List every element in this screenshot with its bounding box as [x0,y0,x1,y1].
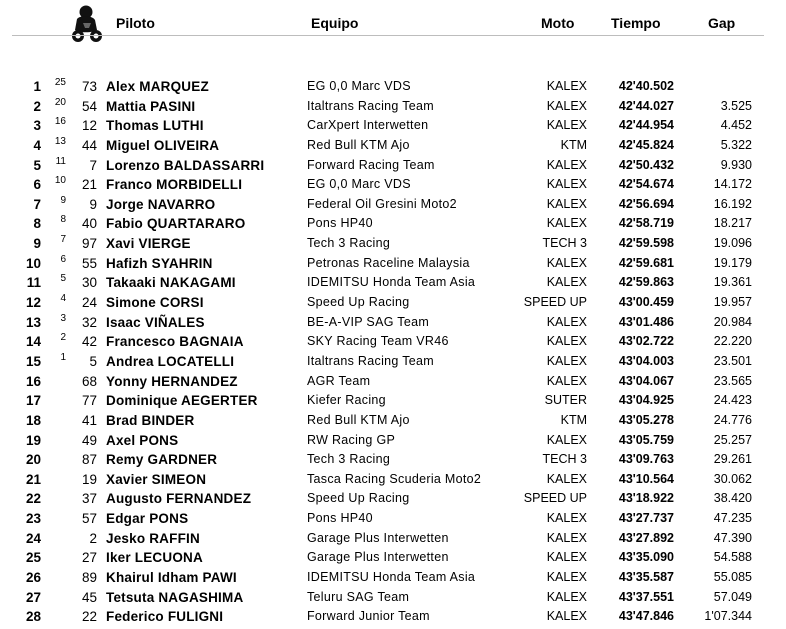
position-cell: 8 [33,216,41,232]
race-time-cell: 42'45.824 [618,137,674,152]
rider-name-cell: Isaac VIÑALES [106,314,205,330]
bike-cell: TECH 3 [542,452,587,467]
table-row [0,411,786,431]
rider-number-cell: 73 [81,79,97,94]
rider-number-cell: 32 [81,314,97,330]
team-cell: IDEMITSU Honda Team Asia [307,570,476,585]
bike-cell: KALEX [546,79,587,93]
race-time-cell: 43'04.925 [618,393,674,408]
team-cell: Garage Plus Interwetten [307,530,449,545]
bike-cell: KALEX [546,353,587,368]
team-cell: IDEMITSU Honda Team Asia [307,275,476,290]
rider-number-cell: 89 [81,570,97,586]
position-cell: 20 [25,452,41,468]
team-cell: Teluru SAG Team [307,589,410,604]
gap-cell: 14.172 [713,177,752,192]
position-cell: 9 [33,236,41,252]
rider-name-cell: Thomas LUTHI [106,118,204,134]
position-cell: 24 [25,530,41,546]
bike-cell: KALEX [546,334,587,349]
race-time-cell: 43'47.846 [618,609,674,624]
table-header [0,0,786,44]
position-cell: 12 [25,295,41,311]
column-header-time: Tiempo [611,15,661,31]
points-cell: 4 [60,293,66,305]
team-cell: Tech 3 Racing [307,452,391,467]
gap-cell: 9.930 [720,157,752,172]
rider-number-cell: 77 [81,393,97,409]
rider-number-cell: 12 [81,118,97,134]
bike-cell: SPEED UP [523,295,587,310]
points-cell: 11 [55,155,66,167]
race-time-cell: 43'05.759 [618,432,674,447]
bike-cell: KALEX [546,157,587,172]
points-cell: 25 [54,77,66,88]
race-time-cell: 43'09.763 [618,452,674,467]
table-row [0,470,786,490]
gap-cell: 19.957 [713,295,752,310]
points-cell: 10 [54,175,66,187]
bike-cell: KALEX [546,314,587,329]
gap-cell: 29.261 [713,452,752,467]
position-cell: 13 [25,314,41,330]
rider-name-cell: Mattia PASINI [106,98,196,114]
rider-name-cell: Edgar PONS [106,511,189,527]
team-cell: Garage Plus Interwetten [307,550,449,565]
race-time-cell: 43'27.892 [618,530,674,545]
rider-number-cell: 40 [81,216,97,232]
race-time-cell: 43'35.090 [618,550,674,565]
gap-cell: 19.361 [713,275,752,290]
gap-cell: 4.452 [720,118,752,133]
team-cell: Speed Up Racing [307,295,410,310]
position-cell: 26 [25,570,41,586]
position-cell: 22 [25,491,41,507]
race-time-cell: 42'59.863 [618,275,674,290]
column-header-bike: Moto [541,15,575,31]
gap-cell: 54.588 [713,550,752,565]
race-time-cell: 43'05.278 [618,412,674,427]
points-cell: 20 [54,96,66,108]
rider-number-cell: 41 [81,412,97,428]
race-time-cell: 42'54.674 [618,177,674,192]
race-time-cell: 43'10.564 [618,471,674,486]
bike-cell: KALEX [546,471,587,486]
rider-name-cell: Dominique AEGERTER [106,393,258,409]
table-row [0,97,786,117]
team-cell: SKY Racing Team VR46 [307,334,449,349]
header-divider [12,35,764,36]
gap-cell: 22.220 [713,334,752,349]
team-cell: EG 0,0 Marc VDS [307,79,411,93]
team-cell: Speed Up Racing [307,491,410,506]
bike-cell: KALEX [546,216,587,231]
position-cell: 4 [33,137,41,153]
table-row [0,548,786,568]
team-cell: Tasca Racing Scuderia Moto2 [307,471,482,486]
gap-cell: 38.420 [713,491,752,506]
race-time-cell: 42'44.027 [618,98,674,113]
race-time-cell: 42'59.598 [618,236,674,251]
rider-number-cell: 30 [81,275,97,291]
rider-name-cell: Augusto FERNANDEZ [106,491,252,507]
table-row [0,332,786,352]
race-time-cell: 42'59.681 [618,255,674,270]
rider-number-cell: 44 [81,137,97,153]
bike-cell: KALEX [546,118,587,133]
table-row [0,529,786,549]
race-time-cell: 42'56.694 [618,196,674,211]
rider-number-cell: 54 [81,98,97,114]
table-row [0,431,786,451]
team-cell: Pons HP40 [307,511,373,526]
gap-cell: 19.096 [713,236,752,251]
team-cell: Federal Oil Gresini Moto2 [307,196,457,211]
table-row [0,509,786,529]
table-row [0,116,786,136]
bike-cell: KALEX [546,432,587,447]
rider-number-cell: 87 [81,452,97,468]
rider-name-cell: Xavier SIMEON [106,471,207,487]
rider-number-cell: 22 [81,609,97,625]
bike-cell: KTM [560,137,587,152]
team-cell: Forward Racing Team [307,157,435,172]
team-cell: Red Bull KTM Ajo [307,412,410,427]
bike-cell: KALEX [546,530,587,545]
rider-name-cell: Takaaki NAKAGAMI [106,275,236,291]
table-row [0,156,786,176]
bike-cell: KALEX [546,98,587,113]
table-row [0,568,786,588]
position-cell: 3 [33,118,41,134]
rider-number-cell: 55 [81,255,97,271]
race-time-cell: 43'04.067 [618,373,674,388]
bike-cell: KALEX [546,511,587,526]
table-row [0,391,786,411]
column-header-rider: Piloto [116,15,155,31]
rider-name-cell: Remy GARDNER [106,452,218,468]
position-cell: 6 [33,177,41,193]
race-time-cell: 43'27.737 [618,511,674,526]
table-row [0,234,786,254]
bike-cell: KALEX [546,373,587,388]
race-time-cell: 43'37.551 [618,589,674,604]
bike-cell: KALEX [546,177,587,192]
rider-name-cell: Yonny HERNANDEZ [106,373,238,389]
table-row [0,136,786,156]
rider-name-cell: Lorenzo BALDASSARRI [106,157,265,173]
gap-cell: 19.179 [713,255,752,270]
rider-number-cell: 9 [89,196,97,212]
gap-cell: 18.217 [713,216,752,231]
rider-name-cell: Iker LECUONA [106,550,203,566]
table-row [0,607,786,627]
bike-cell: SUTER [544,393,587,408]
points-cell: 5 [60,273,66,285]
rider-name-cell: Franco MORBIDELLI [106,177,243,193]
gap-cell: 47.390 [713,530,752,545]
rider-number-cell: 19 [81,471,97,487]
table-row [0,273,786,293]
team-cell: Pons HP40 [307,216,373,231]
bike-cell: KALEX [546,196,587,211]
position-cell: 27 [25,589,41,605]
team-cell: BE-A-VIP SAG Team [307,314,430,329]
rider-number-cell: 7 [89,157,97,173]
team-cell: Italtrans Racing Team [307,353,434,368]
race-time-cell: 43'18.922 [618,491,674,506]
points-cell: 9 [60,194,66,206]
rider-number-cell: 2 [89,530,97,546]
gap-cell: 20.984 [713,314,752,329]
race-time-cell: 42'50.432 [618,157,674,172]
rider-name-cell: Brad BINDER [106,412,195,428]
rider-number-cell: 97 [81,236,97,252]
rider-number-cell: 5 [89,353,97,369]
table-row [0,195,786,215]
table-row [0,77,786,97]
bike-cell: SPEED UP [523,491,587,506]
rider-name-cell: Alex MARQUEZ [106,79,209,94]
rider-number-cell: 21 [81,177,97,193]
bike-cell: TECH 3 [542,236,587,251]
rider-number-cell: 27 [81,550,97,566]
rider-name-cell: Jorge NAVARRO [106,196,216,212]
rider-number-cell: 45 [81,589,97,605]
bike-cell: KALEX [546,255,587,270]
team-cell: Red Bull KTM Ajo [307,137,410,152]
rider-name-cell: Axel PONS [106,432,179,448]
bike-cell: KALEX [546,589,587,604]
points-cell: 6 [60,253,66,265]
points-cell: 8 [60,214,66,226]
column-header-team: Equipo [311,15,359,31]
points-cell: 13 [54,135,66,147]
race-time-cell: 42'44.954 [618,118,674,133]
position-cell: 2 [33,98,41,114]
team-cell: Kiefer Racing [307,393,386,408]
position-cell: 10 [25,255,41,271]
points-cell: 1 [60,351,66,363]
gap-cell: 24.423 [713,393,752,408]
rider-name-cell: Francesco BAGNAIA [106,334,244,350]
table-row [0,372,786,392]
gap-cell: 3.525 [720,98,752,113]
motorcycle-rider-icon [66,3,106,43]
points-cell: 3 [60,312,66,324]
position-cell: 15 [25,353,41,369]
table-row [0,175,786,195]
gap-cell: 57.049 [713,589,752,604]
rider-number-cell: 57 [81,511,97,527]
position-cell: 16 [25,373,41,389]
position-cell: 21 [25,471,41,487]
team-cell: Forward Junior Team [307,609,430,624]
rider-number-cell: 37 [81,491,97,507]
results-table [0,77,786,627]
table-row [0,588,786,608]
bike-cell: KALEX [546,609,587,624]
position-cell: 19 [25,432,41,448]
gap-cell: 16.192 [713,196,752,211]
team-cell: CarXpert Interwetten [307,118,429,133]
position-cell: 17 [25,393,41,409]
rider-name-cell: Xavi VIERGE [106,236,191,252]
bike-cell: KALEX [546,550,587,565]
table-row [0,489,786,509]
rider-name-cell: Fabio QUARTARARO [106,216,246,232]
table-row [0,254,786,274]
gap-cell: 23.565 [713,373,752,388]
gap-cell: 24.776 [713,412,752,427]
position-cell: 1 [33,79,41,94]
race-time-cell: 43'01.486 [618,314,674,329]
team-cell: AGR Team [307,373,371,388]
position-cell: 5 [33,157,41,173]
gap-cell: 1'07.344 [704,609,752,624]
points-cell: 16 [54,116,66,128]
rider-name-cell: Tetsuta NAGASHIMA [106,589,244,605]
table-row [0,293,786,313]
rider-name-cell: Hafizh SYAHRIN [106,255,213,271]
team-cell: Petronas Raceline Malaysia [307,255,470,270]
team-cell: EG 0,0 Marc VDS [307,177,411,192]
gap-cell: 5.322 [720,137,752,152]
rider-number-cell: 68 [81,373,97,389]
table-row [0,214,786,234]
rider-name-cell: Simone CORSI [106,295,204,311]
race-time-cell: 43'00.459 [618,295,674,310]
position-cell: 11 [26,275,41,291]
gap-cell: 23.501 [713,353,752,368]
points-cell: 7 [60,234,66,246]
rider-name-cell: Khairul Idham PAWI [106,570,237,586]
rider-name-cell: Miguel OLIVEIRA [106,137,220,153]
team-cell: Italtrans Racing Team [307,98,434,113]
rider-number-cell: 42 [81,334,97,350]
gap-cell: 30.062 [713,471,752,486]
rider-number-cell: 24 [81,295,97,311]
race-time-cell: 43'04.003 [618,353,674,368]
team-cell: Tech 3 Racing [307,236,391,251]
gap-cell: 25.257 [713,432,752,447]
position-cell: 25 [25,550,41,566]
race-time-cell: 43'02.722 [618,334,674,349]
table-row [0,313,786,333]
bike-cell: KTM [560,412,587,427]
rider-number-cell: 49 [81,432,97,448]
race-time-cell: 43'35.587 [618,570,674,585]
position-cell: 18 [25,412,41,428]
position-cell: 14 [25,334,41,350]
table-row [0,352,786,372]
rider-name-cell: Jesko RAFFIN [106,530,200,546]
position-cell: 23 [25,511,41,527]
table-row [0,450,786,470]
position-cell: 28 [25,609,41,625]
rider-name-cell: Andrea LOCATELLI [106,353,235,369]
team-cell: RW Racing GP [307,432,396,447]
race-time-cell: 42'40.502 [618,79,674,93]
position-cell: 7 [33,196,41,212]
points-cell: 2 [60,332,66,344]
bike-cell: KALEX [546,570,587,585]
race-time-cell: 42'58.719 [618,216,674,231]
rider-name-cell: Federico FULIGNI [106,609,224,625]
gap-cell: 55.085 [713,570,752,585]
bike-cell: KALEX [546,275,587,290]
column-header-gap: Gap [708,15,736,31]
gap-cell: 47.235 [713,511,752,526]
